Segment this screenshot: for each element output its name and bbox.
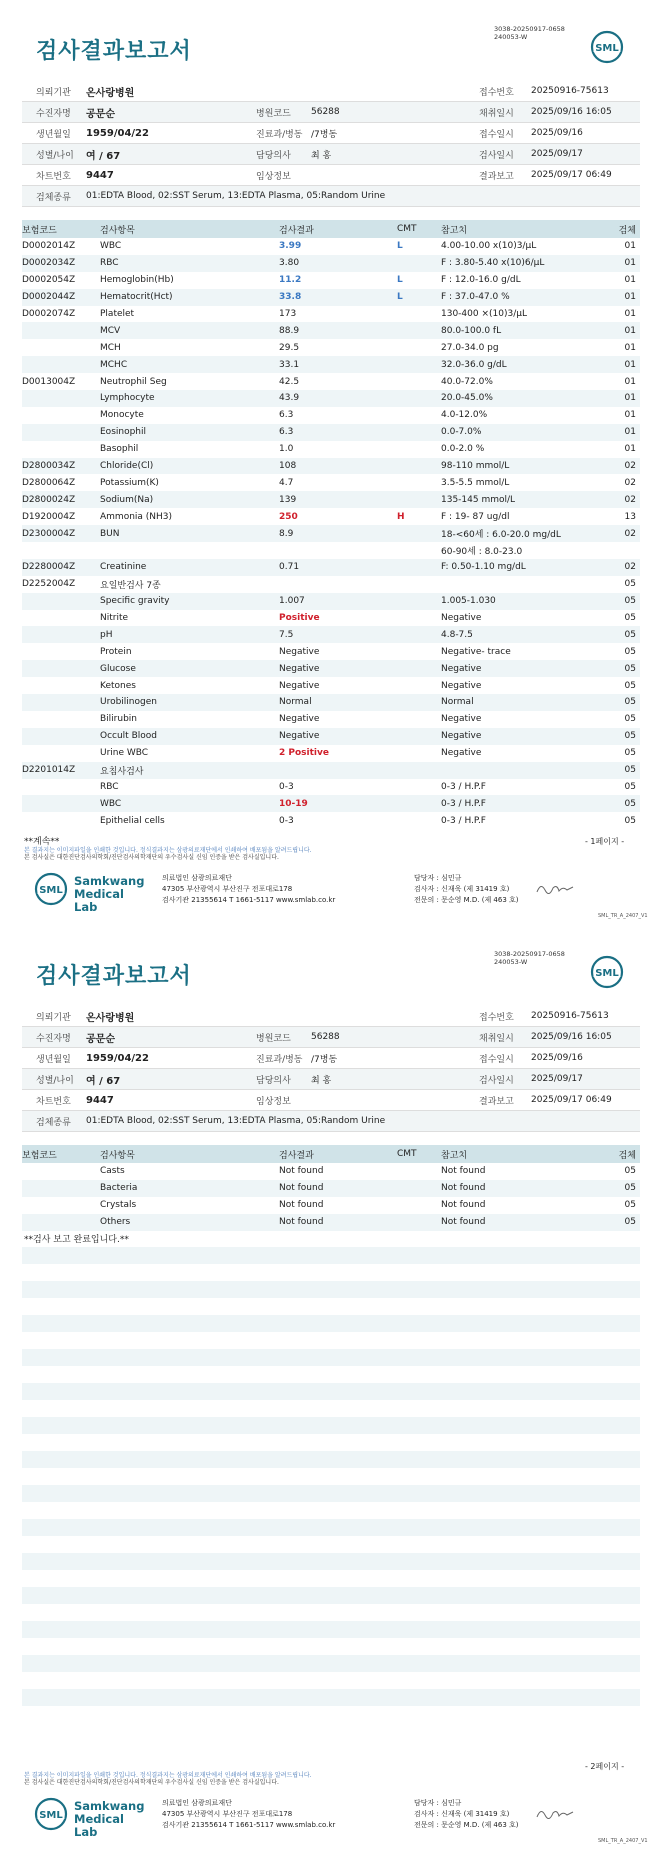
empty-row	[22, 1570, 640, 1587]
sexage-value: 여 / 67	[86, 150, 121, 162]
empty-row	[22, 1281, 640, 1298]
row-result: 33.1	[279, 359, 300, 370]
row-result: 10-19	[279, 798, 308, 809]
row-code: D2800064Z	[22, 477, 76, 488]
empty-row	[22, 1247, 640, 1264]
empty-row	[22, 1349, 640, 1366]
row-test-name: Creatinine	[100, 562, 147, 573]
report-complete-text: **검사 보고 완료입니다.**	[24, 1235, 129, 1245]
sml-logo-icon	[590, 30, 624, 64]
row-reference: 60-90세 : 8.0-23.0	[441, 546, 523, 557]
row-result: Not found	[279, 1200, 324, 1211]
row-specimen: 01	[624, 342, 636, 353]
dept-value: /7병동	[311, 129, 338, 140]
row-specimen: 01	[624, 427, 636, 438]
row-test-name: Bilirubin	[100, 714, 137, 725]
row-specimen: 05	[624, 646, 636, 657]
print-notice: 본 결과지는 이미지파일을 인쇄한 것입니다. 정식결과지는 삼광의료재단에서 인쇄하여 배포됨을 알려드립니다.	[24, 847, 312, 854]
row-result: 29.5	[279, 342, 300, 353]
accreditation-notice: 본 검사실은 대한진단검사의학회/진단검사의학재단의 우수검사실 신임 인증을 받은 검사실입니다.	[24, 854, 279, 861]
row-code: D2800024Z	[22, 494, 76, 505]
row-test-name: RBC	[100, 781, 119, 792]
row-specimen: 01	[624, 292, 636, 303]
row-reference: F : 3.80-5.40 x(10)6/μL	[441, 258, 545, 269]
row-reference: Negative- trace	[441, 646, 511, 657]
row-result: 6.3	[279, 427, 294, 438]
footer-logo: SML Samkwang Medical Lab	[34, 870, 134, 910]
table-row	[22, 238, 640, 255]
row-test-name: MCV	[100, 325, 121, 336]
footer-address: 의료법인 삼광의료재단 47305 부산광역시 부산진구 전포대로178 검사기관 21355614 T 1661-5117 www.smlab.co.kr	[162, 874, 336, 904]
row-result: 173	[279, 309, 297, 319]
table-row	[22, 711, 640, 728]
results-table-page-1	[22, 238, 640, 829]
row-test-name: Urine WBC	[100, 748, 149, 759]
table-row	[22, 795, 640, 812]
row-test-name: Sodium(Na)	[100, 494, 154, 505]
empty-row	[22, 1264, 640, 1281]
svg-text:SML: SML	[595, 43, 619, 54]
accreditation-notice: 본 검사실은 대한진단검사의학회/진단검사의학재단의 우수검사실 신임 인증을 받은 검사실입니다.	[24, 1779, 279, 1786]
sml-logo-icon	[34, 1797, 68, 1831]
empty-row	[22, 1383, 640, 1400]
row-test-name: Protein	[100, 646, 132, 657]
row-specimen: 05	[624, 613, 636, 624]
row-code: D2252004Z	[22, 579, 76, 590]
empty-row	[22, 1553, 640, 1570]
row-reference: Negative	[441, 748, 482, 759]
empty-row	[22, 1587, 640, 1604]
row-reference: Negative	[441, 680, 482, 691]
signature-icon	[535, 1803, 575, 1823]
row-result: Negative	[279, 646, 320, 657]
row-test-name: pH	[100, 629, 113, 640]
row-specimen: 01	[624, 444, 636, 455]
table-row	[22, 626, 640, 643]
row-specimen: 05	[624, 765, 636, 776]
row-test-name: Eosinophil	[100, 427, 147, 438]
row-specimen: 02	[624, 562, 636, 573]
row-reference: F : 19- 87 ug/dl	[441, 511, 510, 522]
row-code: D0002044Z	[22, 292, 76, 303]
receipt-date-value: 2025/09/16	[531, 128, 583, 138]
row-test-name: Lymphocyte	[100, 393, 155, 404]
row-test-name: Platelet	[100, 309, 135, 319]
page-number: - 1페이지 -	[585, 837, 625, 846]
row-test-name: Hemoglobin(Hb)	[100, 275, 174, 286]
row-code: D0002074Z	[22, 309, 76, 319]
row-specimen: 05	[624, 1183, 636, 1194]
institution-value: 온사랑병원	[86, 87, 135, 99]
empty-rows	[22, 1247, 640, 1723]
row-result: 7.5	[279, 629, 294, 640]
row-specimen: 05	[624, 781, 636, 792]
row-specimen: 05	[624, 1217, 636, 1228]
table-row	[22, 441, 640, 458]
row-test-name: MCHC	[100, 359, 128, 370]
results-table-page-2	[22, 1163, 640, 1231]
row-reference: 130-400 ×(10)3/μL	[441, 309, 527, 319]
footer-address: 의료법인 삼광의료재단 47305 부산광역시 부산진구 전포대로178 검사기관 21355614 T 1661-5117 www.smlab.co.kr	[162, 1799, 336, 1829]
row-specimen: 05	[624, 629, 636, 640]
row-reference: 0-3 / H.P.F	[441, 781, 486, 792]
row-specimen: 01	[624, 258, 636, 269]
row-result: 4.7	[279, 477, 294, 488]
table-row	[22, 407, 640, 424]
row-specimen: 01	[624, 393, 636, 404]
test-date-value: 2025/09/17	[531, 149, 583, 159]
row-result: 42.5	[279, 376, 300, 387]
row-test-name: Occult Blood	[100, 731, 157, 742]
row-test-name: Glucose	[100, 663, 136, 674]
patient-info: 의뢰기관 온사랑병원 접수번호 20250916-75613 수진자명 공문순 병원코드 56288 채취일시 2025/09/16 16:05 생년월일 1959/04/22 진료과/병동 /7병동 접수일시 2025/09/16 성별/나이 여 / 67 담당의사 최 홍 검사일시 2025/09/17 차트번호 9447 임상정보 결과보고 2025/09/17 06:49 검체종류 01:EDTA Blood, 02:SST Serum, 13:EDTA Plasma, 05:Random Urine	[22, 81, 640, 207]
row-code: D0002054Z	[22, 275, 76, 286]
row-result: 3.80	[279, 258, 300, 269]
row-specimen: 02	[624, 494, 636, 505]
sml-logo-icon	[590, 955, 624, 989]
row-test-name: Chloride(Cl)	[100, 461, 154, 472]
footer-logo: SML Samkwang Medical Lab	[34, 1795, 134, 1835]
row-specimen: 01	[624, 359, 636, 370]
row-reference: 3.5-5.5 mmol/L	[441, 477, 510, 488]
results-table-header: 보험코드 검사항목 검사결과 CMT 참고치 검체	[22, 220, 640, 238]
empty-row	[22, 1485, 640, 1502]
row-result: 1.0	[279, 444, 294, 455]
table-row	[22, 1214, 640, 1231]
row-reference: F : 37.0-47.0 %	[441, 292, 510, 303]
table-row	[22, 289, 640, 306]
row-test-name: Nitrite	[100, 613, 129, 624]
row-specimen: 05	[624, 748, 636, 759]
row-reference: 4.0-12.0%	[441, 410, 488, 421]
table-row	[22, 762, 640, 779]
row-reference: F : 12.0-16.0 g/dL	[441, 275, 521, 286]
patient-name-value: 공문순	[86, 108, 115, 120]
row-reference: Not found	[441, 1183, 486, 1194]
table-row	[22, 1197, 640, 1214]
row-result: 11.2	[279, 275, 302, 286]
table-row	[22, 643, 640, 660]
row-result: 0-3	[279, 815, 294, 826]
signature-icon	[535, 878, 575, 898]
empty-row	[22, 1451, 640, 1468]
row-code: D2300004Z	[22, 528, 76, 539]
row-test-name: WBC	[100, 798, 122, 809]
form-code: SML_TR_A_2407_V1	[598, 913, 648, 919]
row-specimen: 01	[624, 410, 636, 421]
svg-text:SML: SML	[39, 1810, 63, 1821]
page-number: - 2페이지 -	[585, 1762, 625, 1771]
empty-row	[22, 1434, 640, 1451]
row-reference: 0.0-7.0%	[441, 427, 482, 438]
row-specimen: 01	[624, 275, 636, 286]
row-specimen: 05	[624, 1166, 636, 1177]
row-specimen: 05	[624, 714, 636, 725]
row-specimen: 05	[624, 815, 636, 826]
row-test-name: Crystals	[100, 1200, 137, 1211]
hospital-code-value: 56288	[311, 107, 340, 117]
empty-row	[22, 1298, 640, 1315]
row-reference: 40.0-72.0%	[441, 376, 493, 387]
row-test-name: Others	[100, 1217, 131, 1228]
table-row	[22, 1180, 640, 1197]
table-row	[22, 542, 640, 559]
table-row	[22, 576, 640, 593]
table-row	[22, 339, 640, 356]
table-row	[22, 728, 640, 745]
row-reference: 18-<60세 : 6.0-20.0 mg/dL	[441, 530, 561, 541]
empty-row	[22, 1672, 640, 1689]
row-reference: Normal	[441, 697, 474, 708]
table-row	[22, 458, 640, 475]
row-result: 139	[279, 494, 297, 505]
row-result: 2 Positive	[279, 748, 329, 759]
row-specimen: 05	[624, 1200, 636, 1211]
dob-value: 1959/04/22	[86, 127, 149, 139]
doctor-value: 최 홍	[311, 150, 332, 161]
table-row	[22, 322, 640, 339]
table-row	[22, 677, 640, 694]
table-row	[22, 491, 640, 508]
empty-row	[22, 1332, 640, 1349]
continued-text: **계속**	[24, 837, 60, 847]
row-specimen: 01	[624, 376, 636, 387]
row-test-name: RBC	[100, 258, 119, 269]
row-test-name: 요일반검사 7종	[100, 580, 161, 591]
table-row	[22, 660, 640, 677]
empty-row	[22, 1536, 640, 1553]
table-row	[22, 373, 640, 390]
table-row	[22, 593, 640, 610]
row-test-name: Casts	[100, 1166, 125, 1177]
table-row	[22, 525, 640, 542]
row-result: 108	[279, 461, 297, 472]
row-specimen: 01	[624, 241, 636, 252]
row-specimen: 01	[624, 309, 636, 319]
row-reference: 0-3 / H.P.F	[441, 798, 486, 809]
row-code: D2800034Z	[22, 461, 76, 472]
row-reference: 4.8-7.5	[441, 629, 473, 640]
table-row	[22, 390, 640, 407]
row-result: Negative	[279, 663, 320, 674]
empty-row	[22, 1502, 640, 1519]
empty-row	[22, 1400, 640, 1417]
row-reference: 80.0-100.0 fL	[441, 325, 502, 336]
row-reference: 1.005-1.030	[441, 596, 496, 607]
row-code: D0002014Z	[22, 241, 76, 252]
receipt-no-value: 20250916-75613	[531, 86, 609, 96]
row-test-name: Hematocrit(Hct)	[100, 292, 173, 303]
row-code: D2280004Z	[22, 562, 76, 573]
print-notice: 본 결과지는 이미지파일을 인쇄한 것입니다. 정식결과지는 삼광의료재단에서 인쇄하여 배포됨을 알려드립니다.	[24, 1772, 312, 1779]
svg-text:SML: SML	[39, 885, 63, 896]
row-result: 0.71	[279, 562, 300, 573]
row-test-name: Basophil	[100, 444, 139, 455]
specimen-value: 01:EDTA Blood, 02:SST Serum, 13:EDTA Plasma, 05:Random Urine	[86, 191, 386, 201]
empty-row	[22, 1706, 640, 1723]
row-result: Negative	[279, 731, 320, 742]
collect-value: 2025/09/16 16:05	[531, 107, 612, 117]
row-test-name: Bacteria	[100, 1183, 138, 1194]
row-reference: F: 0.50-1.10 mg/dL	[441, 562, 526, 573]
empty-row	[22, 1519, 640, 1536]
table-row	[22, 356, 640, 373]
row-result: Positive	[279, 613, 320, 624]
row-test-name: BUN	[100, 528, 120, 539]
table-row	[22, 306, 640, 323]
row-test-name: MCH	[100, 342, 121, 353]
row-flag: L	[397, 275, 403, 286]
row-result: 8.9	[279, 528, 294, 539]
row-reference: 4.00-10.00 x(10)3/μL	[441, 241, 537, 252]
row-result: 0-3	[279, 781, 294, 792]
row-test-name: Specific gravity	[100, 596, 170, 607]
row-specimen: 05	[624, 697, 636, 708]
row-flag: H	[397, 511, 405, 522]
table-row	[22, 559, 640, 576]
row-test-name: Neutrophil Seg	[100, 376, 167, 387]
row-reference: 135-145 mmol/L	[441, 494, 516, 505]
row-result: Negative	[279, 680, 320, 691]
table-row	[22, 745, 640, 762]
table-row	[22, 779, 640, 796]
row-specimen: 02	[624, 461, 636, 472]
empty-row	[22, 1655, 640, 1672]
row-reference: Negative	[441, 663, 482, 674]
empty-row	[22, 1621, 640, 1638]
row-test-name: Urobilinogen	[100, 697, 157, 708]
empty-row	[22, 1315, 640, 1332]
row-result: 3.99	[279, 241, 302, 252]
results-table-header: 보험코드 검사항목 검사결과 CMT 참고치 검체	[22, 1145, 640, 1163]
row-specimen: 05	[624, 663, 636, 674]
footer-staff: 담당자 : 심민규 검사자 : 신재욱 (제 31419 호) 전문의 : 문순영 M.D. (제 463 호)	[414, 874, 519, 904]
table-row	[22, 474, 640, 491]
table-row	[22, 272, 640, 289]
row-test-name: Epithelial cells	[100, 815, 165, 826]
sml-logo-icon	[34, 872, 68, 906]
empty-row	[22, 1638, 640, 1655]
row-specimen: 02	[624, 528, 636, 539]
row-result: 33.8	[279, 292, 302, 303]
empty-row	[22, 1604, 640, 1621]
report-title: 검사결과보고서	[36, 39, 192, 64]
svg-text:SML: SML	[595, 968, 619, 979]
doc-code: 3038-20250917-0658 240053-W	[494, 25, 565, 41]
footer-staff: 담당자 : 심민규 검사자 : 신재욱 (제 31419 호) 전문의 : 문순영 M.D. (제 463 호)	[414, 1799, 519, 1829]
table-row	[22, 812, 640, 829]
row-reference: 27.0-34.0 pg	[441, 342, 499, 353]
row-reference: Not found	[441, 1200, 486, 1211]
row-specimen: 05	[624, 798, 636, 809]
row-specimen: 02	[624, 477, 636, 488]
table-row	[22, 694, 640, 711]
report-title: 검사결과보고서	[36, 964, 192, 989]
row-reference: Negative	[441, 731, 482, 742]
row-reference: 0-3 / H.P.F	[441, 815, 486, 826]
report-page-2	[0, 925, 655, 1850]
row-test-name: 요침사검사	[100, 766, 144, 777]
row-code: D0002034Z	[22, 258, 76, 269]
patient-info: 의뢰기관 온사랑병원 접수번호 20250916-75613 수진자명 공문순 병원코드 56288 채취일시 2025/09/16 16:05 생년월일 1959/04/22 진료과/병동 /7병동 접수일시 2025/09/16 성별/나이 여 / 67 담당의사 최 홍 검사일시 2025/09/17 차트번호 9447 임상정보 결과보고 2025/09/17 06:49 검체종류 01:EDTA Blood, 02:SST Serum, 13:EDTA Plasma, 05:Random Urine	[22, 1006, 640, 1132]
row-result: 1.007	[279, 596, 305, 607]
row-reference: Not found	[441, 1217, 486, 1228]
row-specimen: 13	[624, 511, 636, 522]
form-code: SML_TR_A_2407_V1	[598, 1838, 648, 1844]
empty-row	[22, 1417, 640, 1434]
row-result: Negative	[279, 714, 320, 725]
row-test-name: Ketones	[100, 680, 136, 691]
row-result: 43.9	[279, 393, 300, 404]
chart-value: 9447	[86, 169, 114, 181]
row-specimen: 05	[624, 579, 636, 590]
row-reference: 32.0-36.0 g/dL	[441, 359, 507, 370]
table-row	[22, 610, 640, 627]
table-row	[22, 508, 640, 525]
row-result: Not found	[279, 1166, 324, 1177]
table-row	[22, 424, 640, 441]
row-result: 6.3	[279, 410, 294, 421]
row-result: Normal	[279, 697, 312, 708]
empty-row	[22, 1689, 640, 1706]
row-specimen: 05	[624, 680, 636, 691]
row-reference: Not found	[441, 1166, 486, 1177]
row-reference: 98-110 mmol/L	[441, 461, 510, 472]
table-row	[22, 1163, 640, 1180]
report-date-value: 2025/09/17 06:49	[531, 170, 612, 180]
row-reference: Negative	[441, 613, 482, 624]
row-specimen: 01	[624, 325, 636, 336]
row-reference: 20.0-45.0%	[441, 393, 493, 404]
table-row	[22, 255, 640, 272]
row-result: 250	[279, 511, 298, 522]
empty-row	[22, 1468, 640, 1485]
row-reference: 0.0-2.0 %	[441, 444, 485, 455]
row-result: Not found	[279, 1183, 324, 1194]
row-code: D2201014Z	[22, 765, 76, 776]
row-test-name: Potassium(K)	[100, 477, 159, 488]
row-code: D0013004Z	[22, 376, 76, 387]
row-specimen: 05	[624, 596, 636, 607]
empty-row	[22, 1366, 640, 1383]
row-flag: L	[397, 241, 403, 252]
doc-code: 3038-20250917-0658 240053-W	[494, 950, 565, 966]
row-result: Not found	[279, 1217, 324, 1228]
row-code: D1920004Z	[22, 511, 76, 522]
row-specimen: 05	[624, 731, 636, 742]
row-flag: L	[397, 292, 403, 303]
row-reference: Negative	[441, 714, 482, 725]
row-test-name: Monocyte	[100, 410, 144, 421]
row-test-name: WBC	[100, 241, 122, 252]
row-result: 88.9	[279, 325, 300, 336]
row-test-name: Ammonia (NH3)	[100, 511, 173, 522]
